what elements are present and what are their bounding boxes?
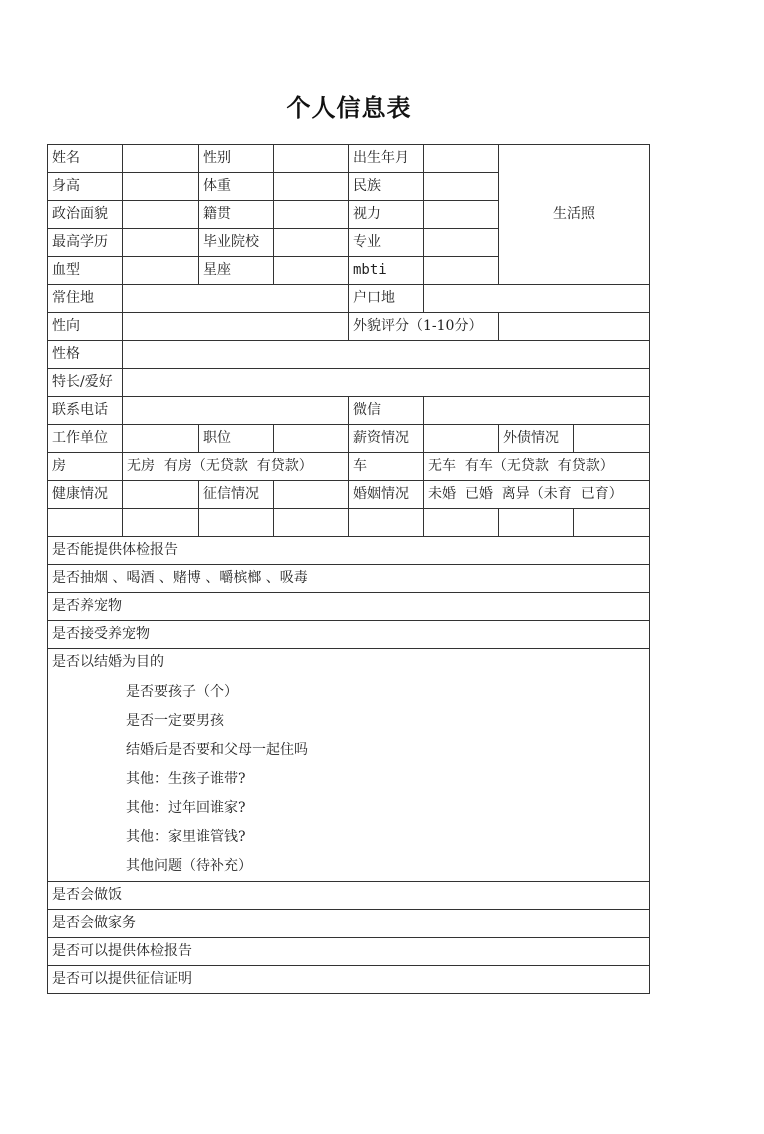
field-weight[interactable]: [274, 173, 349, 201]
label-ethnicity: 民族: [349, 173, 424, 201]
blank-cell[interactable]: [274, 509, 349, 537]
field-residence[interactable]: [123, 285, 349, 313]
question-row: [48, 910, 650, 938]
marriage-item: 是否一定要男孩: [126, 713, 224, 729]
label-native-place: 籍贯: [199, 201, 274, 229]
field-health[interactable]: [123, 481, 199, 509]
field-car-options[interactable]: 无车 有车（无贷款 有贷款）: [424, 453, 650, 481]
label-marriage: 婚姻情况: [349, 481, 424, 509]
label-school: 毕业院校: [199, 229, 274, 257]
question-row: [48, 882, 650, 910]
question-row: [48, 537, 650, 565]
question-row: [48, 649, 650, 882]
field-gender[interactable]: [274, 145, 349, 173]
personal-info-table: [47, 144, 650, 994]
field-political[interactable]: [123, 201, 199, 229]
label-health: 健康情况: [48, 481, 123, 509]
field-orientation[interactable]: [123, 313, 349, 341]
label-political: 政治面貌: [48, 201, 123, 229]
marriage-item: 其他：生孩子谁带?: [126, 771, 246, 787]
label-looks: 外貌评分（1-10分）: [349, 313, 499, 341]
blank-cell[interactable]: [48, 509, 123, 537]
field-mbti[interactable]: [424, 257, 499, 285]
field-ethnicity[interactable]: [424, 173, 499, 201]
field-credit[interactable]: [274, 481, 349, 509]
field-salary[interactable]: [424, 425, 499, 453]
table-row: [48, 397, 650, 425]
field-birth[interactable]: [424, 145, 499, 173]
marriage-item: 结婚后是否要和父母一起住吗: [126, 742, 308, 758]
question-row: [48, 565, 650, 593]
question-row: [48, 621, 650, 649]
question-provide-health-report[interactable]: 是否可以提供体检报告: [48, 938, 650, 966]
question-row: [48, 938, 650, 966]
question-health-report[interactable]: 是否能提供体检报告: [48, 537, 650, 565]
photo-label: 生活照: [553, 206, 595, 222]
field-personality[interactable]: [123, 341, 650, 369]
marriage-item: 其他：家里谁管钱?: [126, 829, 246, 845]
label-orientation: 性向: [48, 313, 123, 341]
table-row: [48, 285, 650, 313]
marriage-item: 其他：过年回谁家?: [126, 800, 246, 816]
question-cooking[interactable]: 是否会做饭: [48, 882, 650, 910]
field-wechat[interactable]: [424, 397, 650, 425]
label-residence: 常住地: [48, 285, 123, 313]
label-blood: 血型: [48, 257, 123, 285]
label-name: 姓名: [48, 145, 123, 173]
label-employer: 工作单位: [48, 425, 123, 453]
field-position[interactable]: [274, 425, 349, 453]
label-birth: 出生年月: [349, 145, 424, 173]
field-school[interactable]: [274, 229, 349, 257]
label-gender: 性别: [199, 145, 274, 173]
field-hobbies[interactable]: [123, 369, 650, 397]
marriage-heading: 是否以结婚为目的: [52, 654, 164, 670]
label-car: 车: [349, 453, 424, 481]
photo-cell[interactable]: [499, 145, 650, 285]
question-provide-credit-proof[interactable]: 是否可以提供征信证明: [48, 966, 650, 994]
label-education: 最高学历: [48, 229, 123, 257]
label-zodiac: 星座: [199, 257, 274, 285]
question-accept-pets[interactable]: 是否接受养宠物: [48, 621, 650, 649]
label-credit: 征信情况: [199, 481, 274, 509]
field-height[interactable]: [123, 173, 199, 201]
label-phone: 联系电话: [48, 397, 123, 425]
field-native-place[interactable]: [274, 201, 349, 229]
question-row: [48, 593, 650, 621]
field-marriage-options[interactable]: 未婚 已婚 离异（未育 已育）: [424, 481, 650, 509]
field-hukou[interactable]: [424, 285, 650, 313]
field-education[interactable]: [123, 229, 199, 257]
table-row: [48, 145, 650, 173]
blank-cell[interactable]: [349, 509, 424, 537]
blank-cell[interactable]: [199, 509, 274, 537]
field-blood[interactable]: [123, 257, 199, 285]
field-house-options[interactable]: 无房 有房（无贷款 有贷款）: [123, 453, 349, 481]
table-row: [48, 481, 650, 509]
field-employer[interactable]: [123, 425, 199, 453]
table-row: [48, 425, 650, 453]
label-wechat: 微信: [349, 397, 424, 425]
label-vision: 视力: [349, 201, 424, 229]
field-debt[interactable]: [574, 425, 650, 453]
field-zodiac[interactable]: [274, 257, 349, 285]
marriage-item: 是否要孩子（个）: [126, 684, 238, 700]
question-has-pets[interactable]: 是否养宠物: [48, 593, 650, 621]
table-row: [48, 341, 650, 369]
label-salary: 薪资情况: [349, 425, 424, 453]
label-personality: 性格: [48, 341, 123, 369]
marriage-item: 其他问题（待补充）: [126, 858, 252, 874]
blank-cell[interactable]: [123, 509, 199, 537]
label-house: 房: [48, 453, 123, 481]
question-row: [48, 966, 650, 994]
field-phone[interactable]: [123, 397, 349, 425]
field-name[interactable]: [123, 145, 199, 173]
field-vision[interactable]: [424, 201, 499, 229]
label-position: 职位: [199, 425, 274, 453]
label-major: 专业: [349, 229, 424, 257]
label-height: 身高: [48, 173, 123, 201]
blank-cell[interactable]: [574, 509, 650, 537]
field-looks[interactable]: [499, 313, 650, 341]
field-major[interactable]: [424, 229, 499, 257]
label-weight: 体重: [199, 173, 274, 201]
label-debt: 外债情况: [499, 425, 574, 453]
label-hukou: 户口地: [349, 285, 424, 313]
marriage-block[interactable]: [48, 649, 650, 882]
label-hobbies: 特长/爱好: [48, 369, 123, 397]
blank-cell[interactable]: [499, 509, 574, 537]
table-row: [48, 369, 650, 397]
question-housework[interactable]: 是否会做家务: [48, 910, 650, 938]
table-row: [48, 453, 650, 481]
table-row-blank: [48, 509, 650, 537]
question-vices[interactable]: 是否抽烟 、喝酒 、赌博 、嚼槟榔 、吸毒: [48, 565, 650, 593]
page-title: 个人信息表: [286, 94, 412, 122]
label-mbti: mbti: [349, 257, 424, 285]
blank-cell[interactable]: [424, 509, 499, 537]
table-row: [48, 313, 650, 341]
